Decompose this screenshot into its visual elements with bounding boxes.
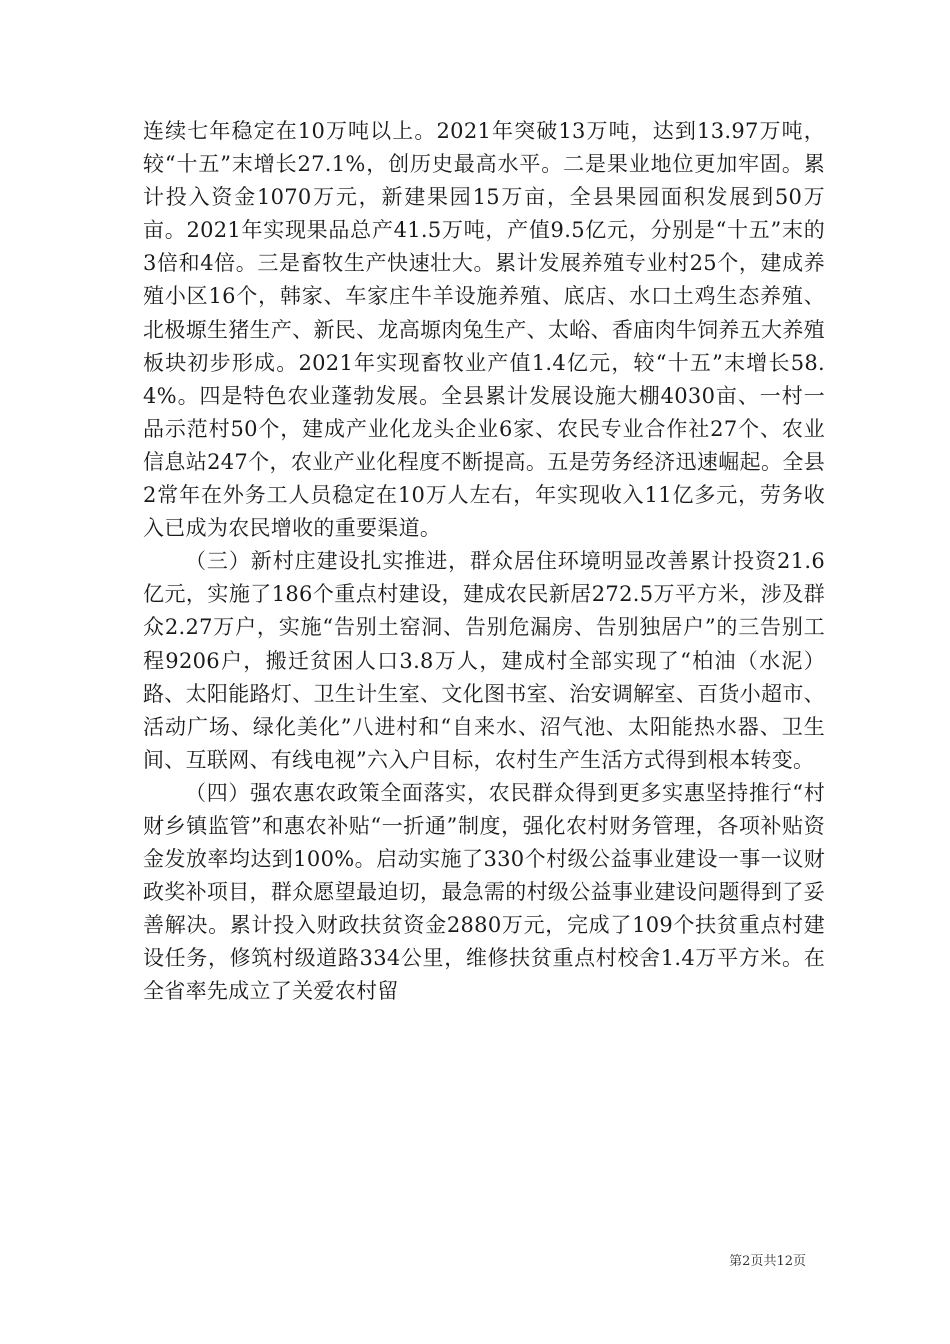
page-number-footer: 第2页共12页: [729, 1254, 806, 1269]
body-paragraph-section-4: （四）强农惠农政策全面落实，农民群众得到更多实惠坚持推行“村财乡镇监管”和惠农补贴“一折通”制度，强化农村财务管理，各项补贴资金发放率均达到100%。启动实施了330个村级公益事业建设一事一议财政奖补项目，群众愿望最迫切，最急需的村级公益事业建设问题得到了妥善解决。累计投入财政扶贫资金2880万元，完成了109个扶贫重点村建设任务，修筑村级道路334公里，维修扶贫重点村校舍1.4万平方米。在全省率先成立了关爱农村留: [143, 780, 825, 1004]
body-paragraph-section-3: （三）新村庄建设扎实推进，群众居住环境明显改善累计投资21.6亿元，实施了186个重点村建设，建成农民新居272.5万平方米，涉及群众2.27万户，实施“告别土窑洞、告别危漏房、告别独居户”的三告别工程9206户，搬迁贫困人口3.8万人，建成村全部实现了“柏油（水泥）路、太阳能路灯、卫生计生室、文化图书室、治安调解室、百货小超市、活动广场、绿化美化”八进村和“自来水、沼气池、太阳能热水器、卫生间、互联网、有线电视”六入户目标，农村生产生活方式得到根本转变。: [143, 549, 825, 772]
body-paragraph-continuation: 连续七年稳定在10万吨以上。2021年突破13万吨，达到13.97万吨，较“十五”末增长27.1%，创历史最高水平。二是果业地位更加牢固。累计投入资金1070万元，新建果园15万亩，全县果园面积发展到50万亩。2021年实现果品总产41.5万吨，产值9.5亿元，分别是“十五”末的3倍和4倍。三是畜牧生产快速壮大。累计发展养殖专业村25个，建成养殖小区16个，韩家、车家庄牛羊设施养殖、底店、水口土鸡生态养殖、北极塬生猪生产、新民、龙高塬肉兔生产、太峪、香庙肉牛饲养五大养殖板块初步形成。2021年实现畜牧业产值1.4亿元，较“十五”末增长58.4%。四是特色农业蓬勃发展。全县累计发展设施大棚4030亩、一村一品示范村50个，建成产业化龙头企业6家、农民专业合作社27个、农业信息站247个，农业产业化程度不断提高。五是劳务经济迅速崛起。全县2常年在外务工人员稳定在10万人左右，年实现收入11亿多元，劳务收入已成为农民增收的重要渠道。: [143, 119, 825, 541]
document-body: [143, 115, 825, 1009]
